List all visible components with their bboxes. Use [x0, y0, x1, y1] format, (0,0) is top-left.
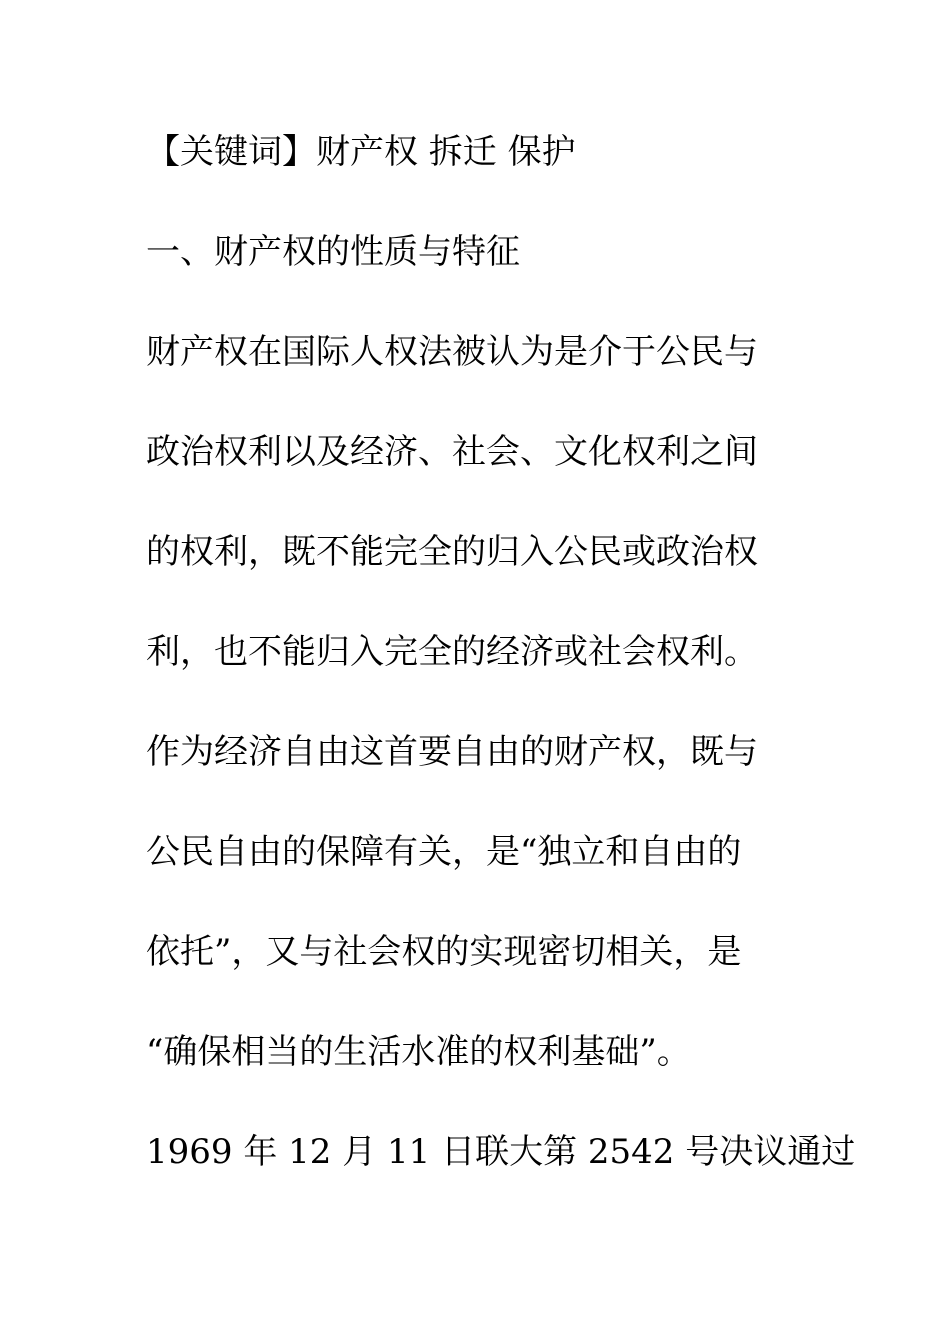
body-line: 依托”，又与社会权的实现密切相关，是 — [146, 932, 742, 972]
body-line: 利，也不能归入完全的经济或社会权利。 — [146, 632, 758, 672]
body-line: 的权利，既不能完全的归入公民或政治权 — [146, 532, 758, 572]
keywords-line: 【关键词】财产权 拆迁 保护 — [146, 132, 576, 172]
body-line: 1969 年 12 月 11 日联大第 2542 号决议通过 — [146, 1132, 856, 1172]
body-line: “确保相当的生活水准的权利基础”。 — [146, 1032, 691, 1072]
body-line: 财产权在国际人权法被认为是介于公民与 — [146, 332, 758, 372]
body-line: 公民自由的保障有关，是“独立和自由的 — [146, 832, 742, 872]
body-line: 政治权利以及经济、社会、文化权利之间 — [146, 432, 758, 472]
body-line: 作为经济自由这首要自由的财产权，既与 — [146, 732, 758, 772]
section-heading: 一、财产权的性质与特征 — [146, 232, 520, 272]
